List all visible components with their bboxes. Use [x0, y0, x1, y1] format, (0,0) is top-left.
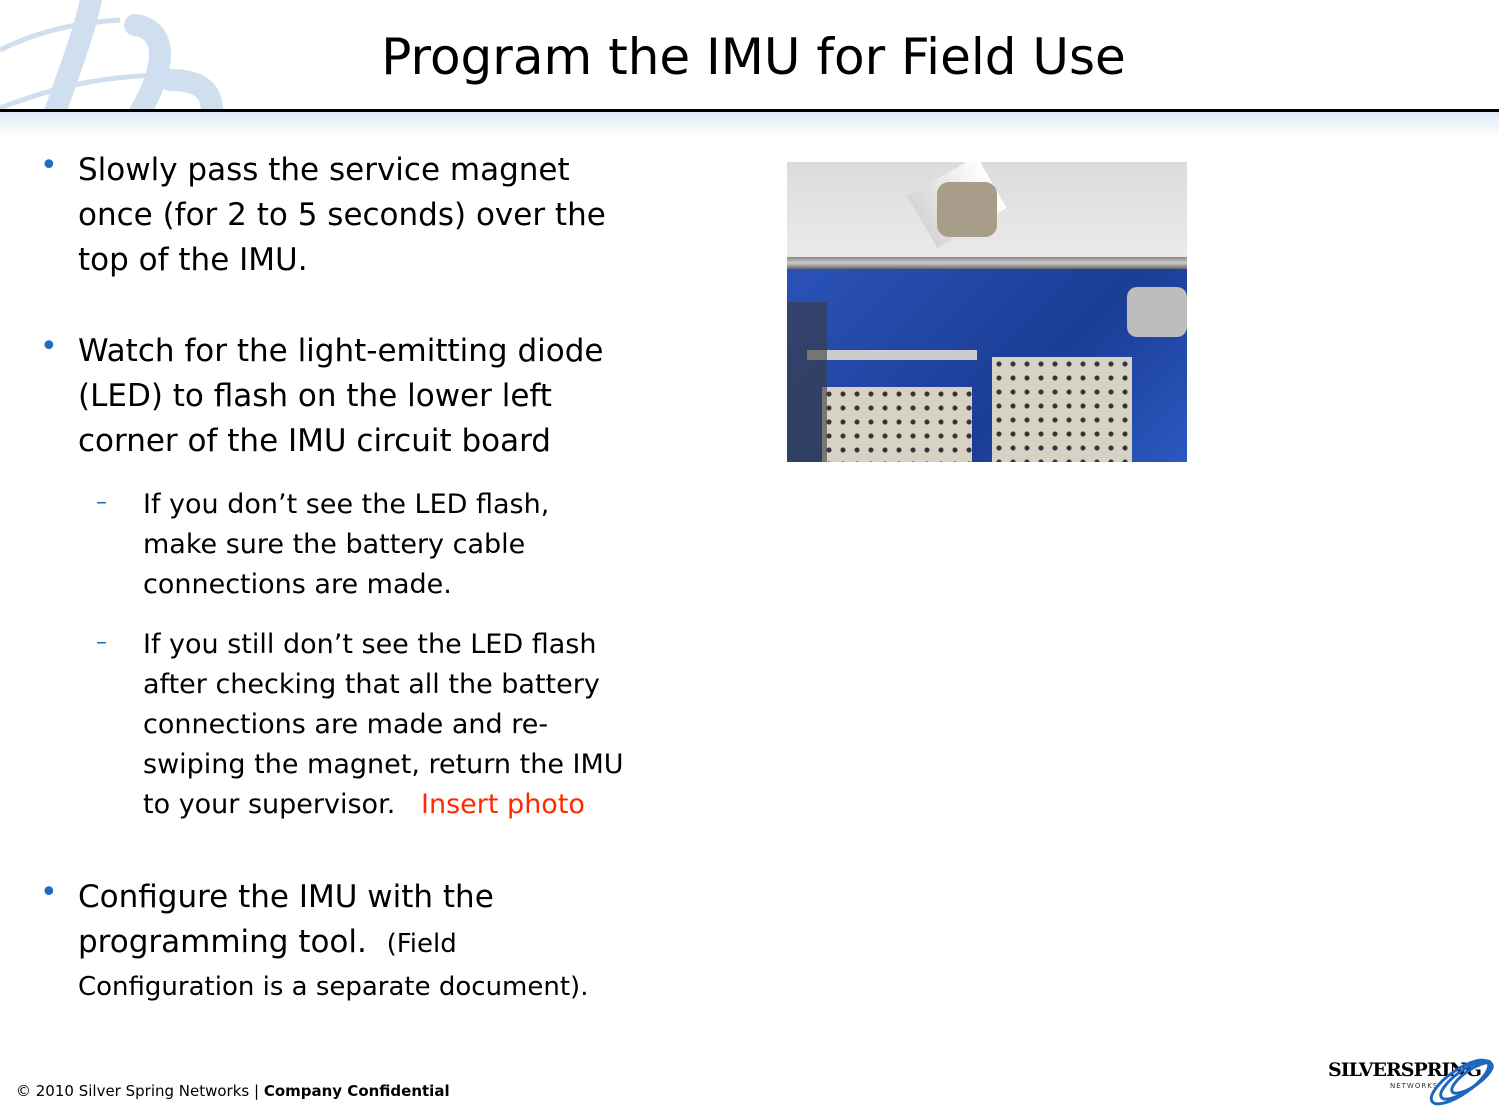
- sub-line: to your supervisor.: [143, 789, 396, 820]
- confidential-label: Company Confidential: [263, 1082, 450, 1100]
- bullet-icon: •: [40, 148, 58, 183]
- imu-photo: [787, 162, 1187, 462]
- bullet-line: Slowly pass the service magnet: [78, 152, 570, 188]
- bullet-line: Watch for the light-emitting diode: [78, 333, 604, 369]
- logo-swoosh-icon: [1420, 1052, 1498, 1110]
- header-band: [0, 112, 1499, 138]
- footer: [16, 1082, 450, 1100]
- bullet-small-text: Configuration is a separate document).: [78, 972, 589, 1002]
- logo-sub: NETWORKS: [1390, 1082, 1439, 1090]
- sub-line: connections are made and re-: [143, 709, 549, 740]
- sub-bullet-1: [143, 485, 549, 605]
- logo-name: SILVERSPRING: [1328, 1059, 1482, 1081]
- sub-line: If you still don’t see the LED flash: [143, 629, 597, 660]
- bullet-2: [78, 329, 603, 464]
- sub-line: after checking that all the battery: [143, 669, 600, 700]
- copyright-text: © 2010 Silver Spring Networks |: [16, 1082, 264, 1100]
- bullet-line: (LED) to flash on the lower left: [78, 378, 552, 414]
- bullet-icon: •: [40, 875, 58, 910]
- sub-line: connections are made.: [143, 569, 452, 600]
- slide-title: Program the IMU for Field Use: [381, 28, 1126, 86]
- sub-line: make sure the battery cable: [143, 529, 526, 560]
- bullet-3: [78, 875, 588, 1007]
- sub-line: swiping the magnet, return the IMU: [143, 749, 624, 780]
- sub-line: If you don’t see the LED flash,: [143, 489, 550, 520]
- sub-bullet-2: [143, 625, 624, 825]
- bullet-icon: •: [40, 329, 58, 364]
- bullet-line: programming tool.: [78, 924, 367, 960]
- bullet-line: corner of the IMU circuit board: [78, 423, 551, 459]
- insert-photo-note: Insert photo: [421, 789, 585, 820]
- bullet-line: Configure the IMU with the: [78, 879, 494, 915]
- dash-icon: –: [96, 490, 107, 515]
- dash-icon: –: [96, 630, 107, 655]
- bullet-small-text: (Field: [386, 929, 457, 959]
- bullet-1: [78, 148, 606, 283]
- bullet-line: once (for 2 to 5 seconds) over the: [78, 197, 606, 233]
- bullet-line: top of the IMU.: [78, 242, 308, 278]
